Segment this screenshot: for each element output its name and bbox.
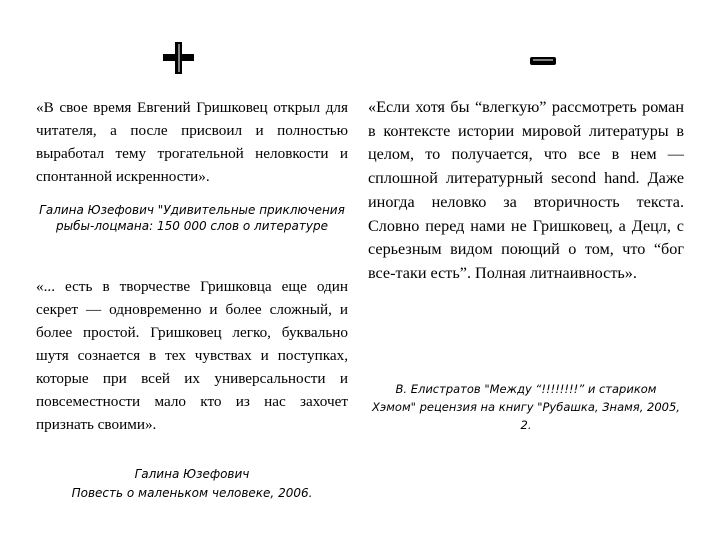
pro-citation-2 (36, 466, 348, 501)
pro-citation-1: Галина Юзефович "Удивительные приключения рыбы-лоцмана: 150 000 слов о литературе (39, 203, 345, 233)
con-citation (368, 380, 684, 434)
plus-sign-icon (162, 40, 196, 76)
minus-sign-icon (529, 55, 557, 67)
pro-quote-1: «В свое время Евгений Гришковец открыл для читателя, а после присвоил и полностью выработал тему трогательной неловкости и спонтанной искренности». (36, 99, 348, 185)
citation-author: Галина Юзефович (134, 467, 250, 481)
con-quote: «Если хотя бы “влегкую” рассмотреть роман в контексте истории мировой литературы в целом, то получается, что все в нем — сплошной литературный second hand. Даже иногда неловко за вторичность текста. Словно перед нами не Гришковец, а Децл, с серьезным видом поющий о том, что “бог все-таки есть”. Полная литнаивность». (368, 98, 684, 282)
citation-work: Повесть о маленьком человеке, 2006. (71, 486, 313, 500)
pro-quote-2: «... есть в творчестве Гришковца еще один секрет — одновременно и более сложный, и более простой. Гришковец легко, буквально шутя сознается в тех чувствах и поступках, которые при всей их универсальности и повсеместности мало кто из нас захочет признать своими». (36, 278, 348, 433)
citation-line-1: В. Елистратов "Между “!!!!!!!!” и стариком (395, 382, 657, 396)
pro-column (36, 96, 348, 188)
con-column (368, 96, 684, 286)
citation-line-2: Хэмом" рецензия на книгу "Рубашка, Знамя, 2005, 2. (372, 400, 680, 432)
